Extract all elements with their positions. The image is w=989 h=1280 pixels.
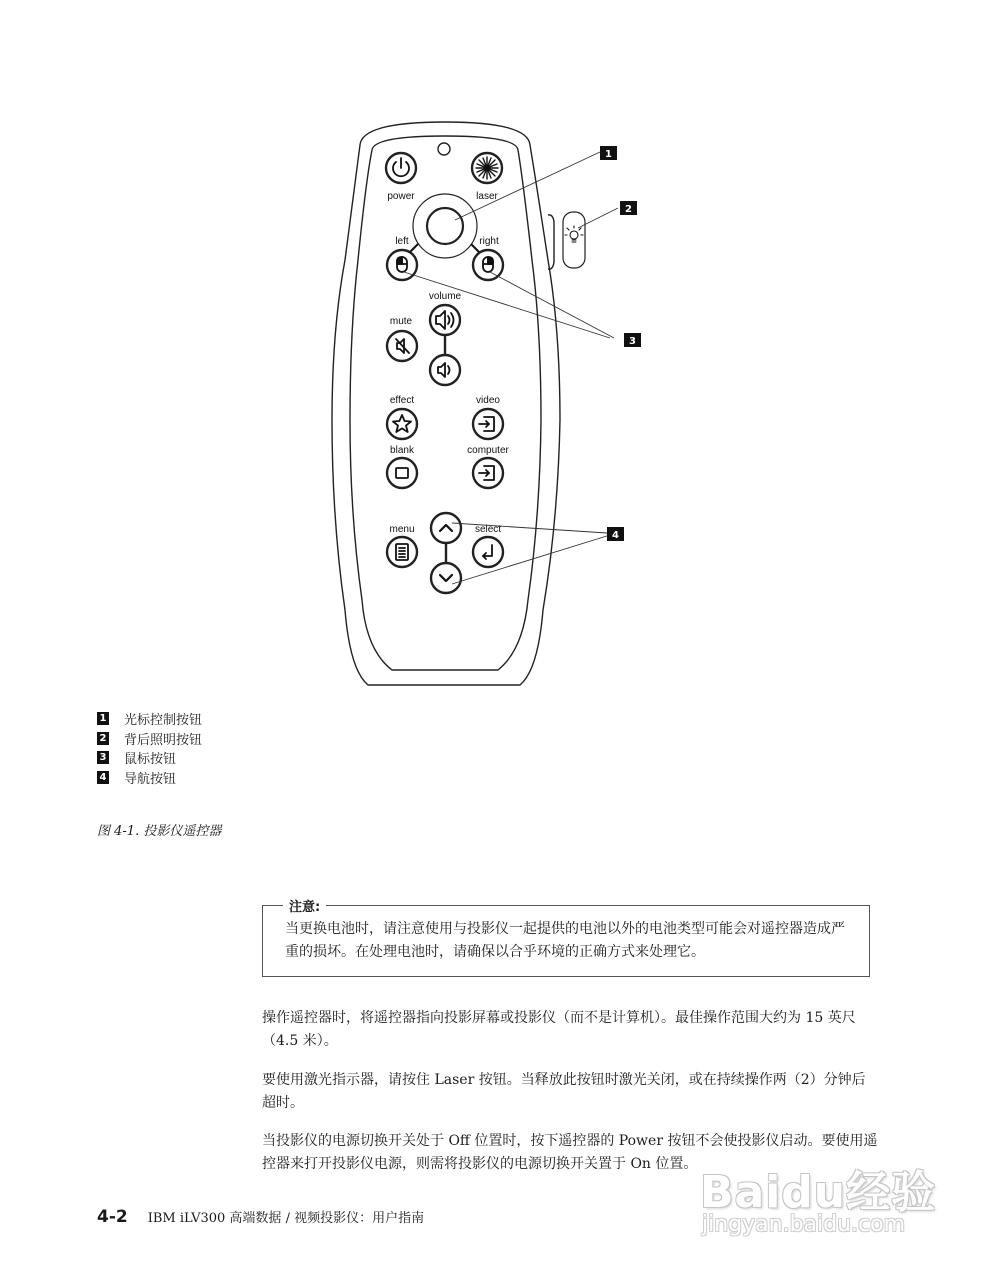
volume-down-icon bbox=[438, 363, 450, 377]
notice-box bbox=[262, 900, 870, 977]
page-number: 4-2 bbox=[97, 1207, 128, 1227]
legend-badge: 3 bbox=[97, 751, 109, 764]
laser-burst-icon bbox=[476, 157, 498, 179]
footer-title: IBM iLV300 高端数据 / 视频投影仪：用户指南 bbox=[147, 1211, 425, 1226]
label-select: select bbox=[474, 524, 502, 535]
watermark-sub: jingyan.baidu.com bbox=[702, 1212, 906, 1237]
left-mouse-icon bbox=[397, 257, 407, 272]
notice-text: 当更换电池时，请注意使用与投影仪一起提供的电池以外的电池类型可能会对遥控器造成严重的损坏。在处理电池时，请确保以合乎环境的正确方式来处理它。 bbox=[285, 921, 845, 960]
light-bulb-icon bbox=[565, 226, 583, 242]
legend-badge: 2 bbox=[97, 732, 109, 745]
nav-down-button bbox=[431, 563, 461, 593]
legend-item bbox=[97, 729, 202, 749]
callout-number-4: 4 bbox=[612, 530, 619, 541]
mute-icon bbox=[396, 339, 409, 353]
callout-number-2: 2 bbox=[625, 204, 632, 215]
legend-item bbox=[97, 709, 202, 729]
callout-number-3: 3 bbox=[629, 336, 636, 347]
power-icon bbox=[393, 158, 409, 176]
right-mouse-icon bbox=[483, 257, 493, 272]
label-volume: volume bbox=[428, 291, 462, 302]
label-laser: laser bbox=[476, 191, 498, 202]
baidu-watermark bbox=[690, 1152, 950, 1242]
star-icon bbox=[393, 415, 411, 432]
label-video: video bbox=[476, 395, 500, 406]
figure-caption: 图 4-1. 投影仪遥控器 bbox=[97, 824, 222, 839]
paragraph-power-switch: 当投影仪的电源切换开关处于 Off 位置时，按下遥控器的 Power 按钮不会使投影仪启动。要使用遥控器来打开投影仪电源，则需将投影仪的电源切换开关置于 On 位置。 bbox=[262, 1133, 878, 1172]
label-left: left bbox=[395, 236, 409, 247]
label-menu: menu bbox=[389, 524, 415, 535]
remote-face-panel bbox=[350, 136, 541, 670]
legend-text: 背后照明按钮 bbox=[124, 732, 203, 748]
ir-window bbox=[438, 143, 450, 155]
video-input-icon bbox=[479, 417, 494, 431]
menu-list-icon bbox=[396, 544, 408, 560]
menu-button bbox=[387, 537, 417, 567]
volume-up-icon bbox=[436, 311, 454, 329]
legend-text: 导航按钮 bbox=[124, 771, 177, 787]
legend-text: 鼠标按钮 bbox=[124, 752, 177, 768]
legend-text: 光标控制按钮 bbox=[124, 713, 203, 729]
blank-screen-icon bbox=[396, 468, 408, 478]
label-blank: blank bbox=[390, 445, 414, 456]
label-mute: mute bbox=[389, 316, 413, 327]
legend-badge: 1 bbox=[97, 712, 109, 725]
legend-item bbox=[97, 748, 202, 768]
legend-item bbox=[97, 768, 202, 788]
paragraph-operating-range: 操作遥控器时，将遥控器指向投影屏幕或投影仪（而不是计算机）。最佳操作范围大约为 15 英尺（4.5 米）。 bbox=[262, 1010, 856, 1049]
notice-title: 注意: bbox=[283, 896, 326, 915]
computer-input-icon bbox=[479, 466, 494, 480]
page-footer bbox=[97, 1207, 424, 1227]
legend-badge: 4 bbox=[97, 771, 109, 784]
figure-legend bbox=[97, 709, 202, 787]
select-button bbox=[473, 537, 503, 567]
cursor-control-pad bbox=[427, 208, 463, 244]
chevron-down-icon bbox=[440, 575, 452, 581]
label-power: power bbox=[387, 191, 415, 202]
paragraph-laser-pointer: 要使用激光指示器，请按住 Laser 按钮。当释放此按钮时激光关闭，或在持续操作两（2）分钟后超时。 bbox=[262, 1072, 866, 1111]
label-right: right bbox=[479, 236, 499, 247]
nav-up-button bbox=[431, 513, 461, 543]
side-switch bbox=[548, 215, 554, 269]
label-computer: computer bbox=[467, 445, 509, 456]
right-mouse-button bbox=[473, 250, 503, 280]
chevron-up-icon bbox=[440, 525, 452, 531]
watermark-main: Baidu经验 bbox=[700, 1167, 937, 1218]
cursor-pad-ring bbox=[413, 194, 477, 258]
effect-button bbox=[387, 409, 417, 439]
left-mouse-button bbox=[387, 250, 417, 280]
label-effect: effect bbox=[389, 395, 415, 406]
enter-arrow-icon bbox=[483, 545, 492, 559]
callout-number-1: 1 bbox=[605, 149, 612, 160]
blank-button bbox=[387, 458, 417, 488]
